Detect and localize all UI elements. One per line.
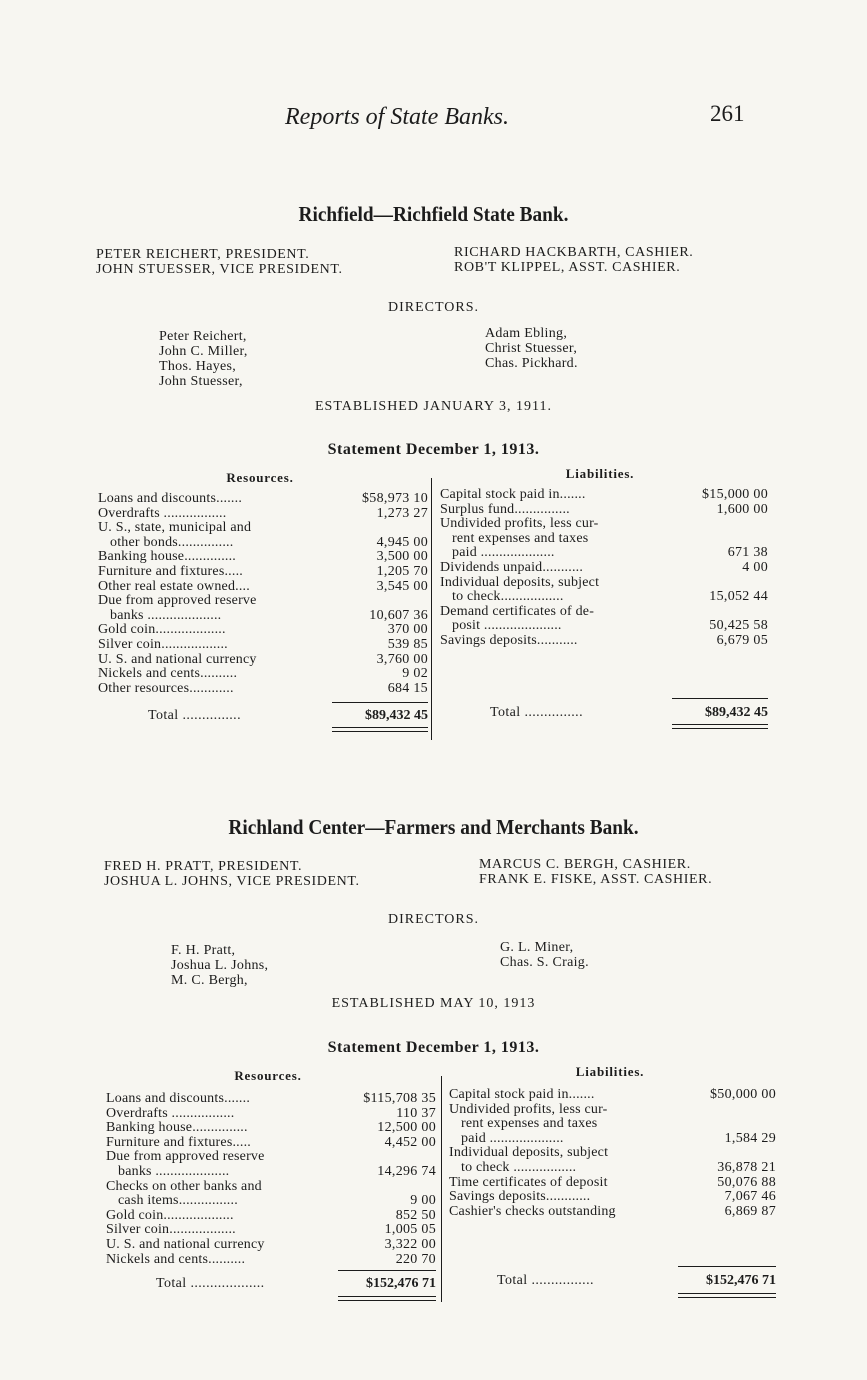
director-name: F. H. Pratt, <box>171 943 236 958</box>
director-name: Christ Stuesser, <box>485 341 578 356</box>
officer-cashier: MARCUS C. BERGH, CASHIER. <box>479 857 691 872</box>
statement-title: Statement December 1, 1913. <box>327 441 540 458</box>
liabilities-total-label: Total ............... <box>490 705 583 720</box>
resource-row: Gold coin................... 852 50 <box>106 1207 436 1223</box>
officer-asst-cashier: ROB'T KLIPPEL, ASST. CASHIER. <box>454 260 681 275</box>
resources-heading: Resources. <box>234 1068 302 1083</box>
resource-row: cash items................ 9 00 <box>118 1193 436 1209</box>
resource-row: Due from approved reserve <box>98 593 257 609</box>
liability-row: Capital stock paid in....... $15,000 00 <box>440 487 768 502</box>
resources-subtotal-rule <box>338 1270 436 1271</box>
resource-row: Nickels and cents.......... 9 02 <box>98 666 428 682</box>
liabilities-total-double-rule <box>678 1293 776 1298</box>
liabilities-total-double-rule <box>672 724 768 729</box>
officer-vice-president: JOHN STUESSER, VICE PRESIDENT. <box>96 262 343 277</box>
liabilities-heading: Liabilities. <box>565 466 635 481</box>
resource-row: Furniture and fixtures..... 4,452 00 <box>106 1134 436 1150</box>
directors-right <box>485 326 578 371</box>
resource-row: Other real estate owned.... 3,545 00 <box>98 578 428 594</box>
director-name: Chas. S. Craig. <box>500 955 589 970</box>
liability-row: Individual deposits, subject <box>449 1145 609 1161</box>
resource-row: U. S., state, municipal and <box>98 520 252 536</box>
director-name: John Stuesser, <box>159 374 243 389</box>
officer-asst-cashier: FRANK E. FISKE, ASST. CASHIER. <box>479 872 713 887</box>
bank-title: Richfield—Richfield State Bank. <box>298 202 569 226</box>
resource-row: Loans and discounts....... $115,708 35 <box>106 1091 436 1106</box>
resource-row: Silver coin.................. 539 85 <box>98 636 428 652</box>
director-name: Adam Ebling, <box>485 326 568 341</box>
resources-list <box>106 1092 436 1267</box>
liabilities-list <box>440 488 768 649</box>
directors-left <box>159 329 248 389</box>
resource-row: Overdrafts ................. 1,273 27 <box>98 505 428 521</box>
directors-heading: DIRECTORS. <box>387 912 480 927</box>
liabilities-total-amount: $89,432 45 <box>705 705 768 720</box>
column-divider <box>441 1076 442 1302</box>
resources-list <box>98 492 428 696</box>
resource-row: banks .................... 10,607 36 <box>110 607 428 623</box>
statement-title: Statement December 1, 1913. <box>327 1039 540 1056</box>
established-date: ESTABLISHED MAY 10, 1913 <box>331 996 536 1011</box>
liability-row: posit ..................... 50,425 58 <box>452 618 768 634</box>
liability-row: Individual deposits, subject <box>440 574 600 590</box>
liability-row: Undivided profits, less cur- <box>449 1101 608 1117</box>
director-name: Chas. Pickhard. <box>485 356 578 371</box>
officers-right <box>454 245 693 275</box>
resource-row: Gold coin................... 370 00 <box>98 622 428 638</box>
officers-left <box>96 247 343 277</box>
resources-heading: Resources. <box>226 470 294 485</box>
column-divider <box>431 478 432 740</box>
resources-subtotal-rule <box>332 702 428 703</box>
liabilities-list <box>449 1088 776 1219</box>
resource-row: U. S. and national currency 3,322 00 <box>106 1236 436 1252</box>
officers-left <box>104 859 360 889</box>
liability-row: Savings deposits........... 6,679 05 <box>440 632 768 648</box>
resources-total-label: Total ................... <box>156 1276 265 1291</box>
resources-total-amount: $152,476 71 <box>366 1276 436 1291</box>
resource-row: Silver coin.................. 1,005 05 <box>106 1222 436 1238</box>
liability-row: to check................. 15,052 44 <box>452 589 768 605</box>
liabilities-subtotal-rule <box>672 698 768 699</box>
liability-row: Time certificates of deposit 50,076 88 <box>449 1174 776 1190</box>
liability-row: Cashier's checks outstanding 6,869 87 <box>449 1203 776 1219</box>
directors-heading: DIRECTORS. <box>387 300 480 315</box>
resource-row: Banking house.............. 3,500 00 <box>98 549 428 565</box>
liability-row: paid .................... 671 38 <box>452 545 768 561</box>
bank-title: Richland Center—Farmers and Merchants Bank. <box>228 815 639 839</box>
director-name: G. L. Miner, <box>500 940 574 955</box>
liability-row: Demand certificates of de- <box>440 603 595 619</box>
liability-row: Surplus fund............... 1,600 00 <box>440 501 768 517</box>
directors-left <box>171 943 268 988</box>
established-date: ESTABLISHED JANUARY 3, 1911. <box>314 399 552 414</box>
director-name: Thos. Hayes, <box>159 359 237 374</box>
resource-row: Furniture and fixtures..... 1,205 70 <box>98 563 428 579</box>
resources-total-double-rule <box>338 1296 436 1301</box>
liability-row: Capital stock paid in....... $50,000 00 <box>449 1087 776 1102</box>
liabilities-total-amount: $152,476 71 <box>706 1273 776 1288</box>
liability-row: Undivided profits, less cur- <box>440 516 599 532</box>
directors-right <box>500 940 589 970</box>
resources-total-amount: $89,432 45 <box>365 708 428 723</box>
director-name: Joshua L. Johns, <box>171 958 269 973</box>
resource-row: U. S. and national currency 3,760 00 <box>98 651 428 667</box>
liability-row: rent expenses and taxes <box>452 530 589 546</box>
resource-row: Other resources............ 684 15 <box>98 680 428 696</box>
liabilities-subtotal-rule <box>678 1266 776 1267</box>
officer-vice-president: JOSHUA L. JOHNS, VICE PRESIDENT. <box>104 874 360 889</box>
director-name: John C. Miller, <box>159 344 248 359</box>
page-number: 261 <box>710 101 745 126</box>
liability-row: rent expenses and taxes <box>461 1116 598 1132</box>
running-title: Reports of State Banks. <box>285 104 509 130</box>
officer-cashier: RICHARD HACKBARTH, CASHIER. <box>454 245 694 260</box>
director-name: Peter Reichert, <box>159 329 247 344</box>
resource-row: other bonds............... 4,945 00 <box>110 534 428 550</box>
officers-right <box>479 857 712 887</box>
resource-row: Loans and discounts....... $58,973 10 <box>98 491 428 506</box>
liability-row: Dividends unpaid........... 4 00 <box>440 559 768 575</box>
officer-president: FRED H. PRATT, PRESIDENT. <box>104 859 303 874</box>
resource-row: Nickels and cents.......... 220 70 <box>106 1251 436 1267</box>
liabilities-total-label: Total ................ <box>497 1273 594 1288</box>
resource-row: banks .................... 14,296 74 <box>118 1163 436 1179</box>
liability-row: to check ................. 36,878 21 <box>461 1159 776 1175</box>
page-header <box>0 101 867 134</box>
resource-row: Due from approved reserve <box>106 1149 265 1165</box>
officer-president: PETER REICHERT, PRESIDENT. <box>96 247 310 262</box>
resource-row: Overdrafts ................. 110 37 <box>106 1105 436 1121</box>
director-name: M. C. Bergh, <box>171 973 248 988</box>
liability-row: Savings deposits............ 7,067 46 <box>449 1189 776 1205</box>
resources-total-label: Total ............... <box>148 708 241 723</box>
liability-row: paid .................... 1,584 29 <box>461 1130 776 1146</box>
resource-row: Checks on other banks and <box>106 1178 262 1194</box>
resource-row: Banking house............... 12,500 00 <box>106 1120 436 1136</box>
resources-total-double-rule <box>332 727 428 732</box>
liabilities-heading: Liabilities. <box>575 1064 645 1079</box>
